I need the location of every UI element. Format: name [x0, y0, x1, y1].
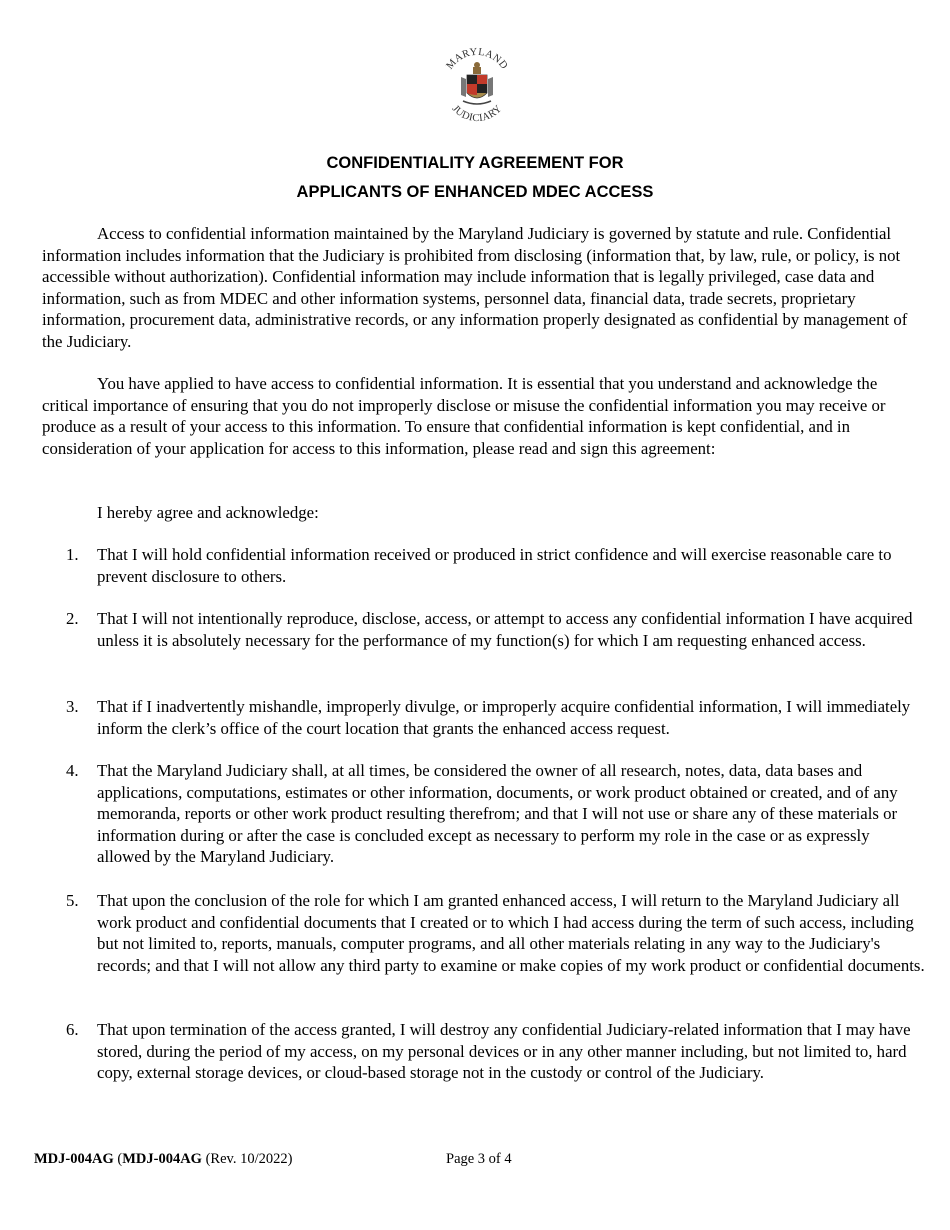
list-item-text: That upon the conclusion of the role for which I am granted enhanced access, I will return to the Maryland Judiciary all work product and confidential documents that I created or to which I had access during the term of such access, including but not limited to, reports, manuals, computer programs, and all other materials relating in any way to the Judiciary's records; and that I will not allow any third party to examine or make copies of my work product or confidential documents.	[97, 891, 925, 975]
footer-page-number: Page 3 of 4	[446, 1151, 512, 1167]
list-item-number: 2.	[66, 609, 79, 628]
list-item-text: That if I inadvertently mishandle, improperly divulge, or improperly acquire confidential information, I will immediately inform the clerk’s office of the court location that grants the enhanced access request.	[97, 697, 911, 738]
list-item-text: That upon termination of the access granted, I will destroy any confidential Judiciary-related information that I may have stored, during the period of my access, on my personal devices or in any other manner including, but not limited to, hard copy, external storage devices, or cloud-based storage not in the custody or control of the Judiciary.	[97, 1020, 911, 1083]
form-revision: (Rev. 10/2022)	[205, 1151, 293, 1167]
list-item-number: 4.	[66, 761, 79, 780]
seal-bottom-text: JUDICIARY	[449, 103, 505, 125]
paragraph-application: You have applied to have access to confidential information. It is essential that you understand and acknowledge the critical importance of ensuring that you do not improperly disclose or misuse the confidential information you may receive or produce as a result of your access to this information. To ensure that confidential information is kept confidential, and in consideration of your application for access to this information, please read and sign this agreement:	[42, 374, 886, 458]
maryland-judiciary-seal	[439, 45, 515, 127]
paragraph-confidential-info: Access to confidential information maintained by the Maryland Judiciary is governed by statute and rule. Confidential information includes information that the Judiciary is prohibited from disclosing (information that, by law, rule, or policy, is not accessible without authorization). Confidential information may include information that is legally privileged, case data and information, such as from MDEC and other information systems, personnel data, financial data, trade secrets, proprietary information, procurement data, administrative records, or any information properly designated as confidential by management of the Judiciary.	[42, 224, 908, 351]
document-title-line-1: CONFIDENTIALITY AGREEMENT FOR	[326, 154, 624, 172]
seal-top-text: MARYLAND	[444, 46, 510, 72]
list-item-number: 1.	[66, 545, 79, 564]
list-item-number: 3.	[66, 697, 79, 716]
form-id: MDJ-004AG	[34, 1151, 114, 1167]
list-item-number: 5.	[66, 891, 79, 910]
list-item-text: That I will hold confidential information received or produced in strict confidence and will exercise reasonable care to prevent disclosure to others.	[97, 545, 892, 586]
footer-form-id: MDJ-004AG (MDJ-004AG (Rev. 10/2022)	[34, 1151, 293, 1167]
list-item-text: That I will not intentionally reproduce, disclose, access, or attempt to access any confidential information I have acquired unless it is absolutely necessary for the performance of my function(s) for which I am requesting enhanced access.	[97, 609, 913, 650]
list-item-number: 6.	[66, 1020, 79, 1039]
document-title-line-2: APPLICANTS OF ENHANCED MDEC ACCESS	[296, 183, 654, 201]
paragraph-acknowledge: I hereby agree and acknowledge:	[97, 503, 319, 522]
list-item-text: That the Maryland Judiciary shall, at all times, be considered the owner of all research, notes, data, data bases and applications, computations, estimates or other information, documents, or work product obtained or created, and of any memoranda, reports or other work product resulting therefrom; and that I will not use or share any of these materials or information during or after the case is concluded except as necessary to perform my role in the case or as expressly allowed by the Maryland Judiciary.	[97, 761, 898, 867]
form-id-paren: MDJ-004AG	[122, 1151, 202, 1167]
coat-of-arms-icon	[461, 62, 493, 104]
